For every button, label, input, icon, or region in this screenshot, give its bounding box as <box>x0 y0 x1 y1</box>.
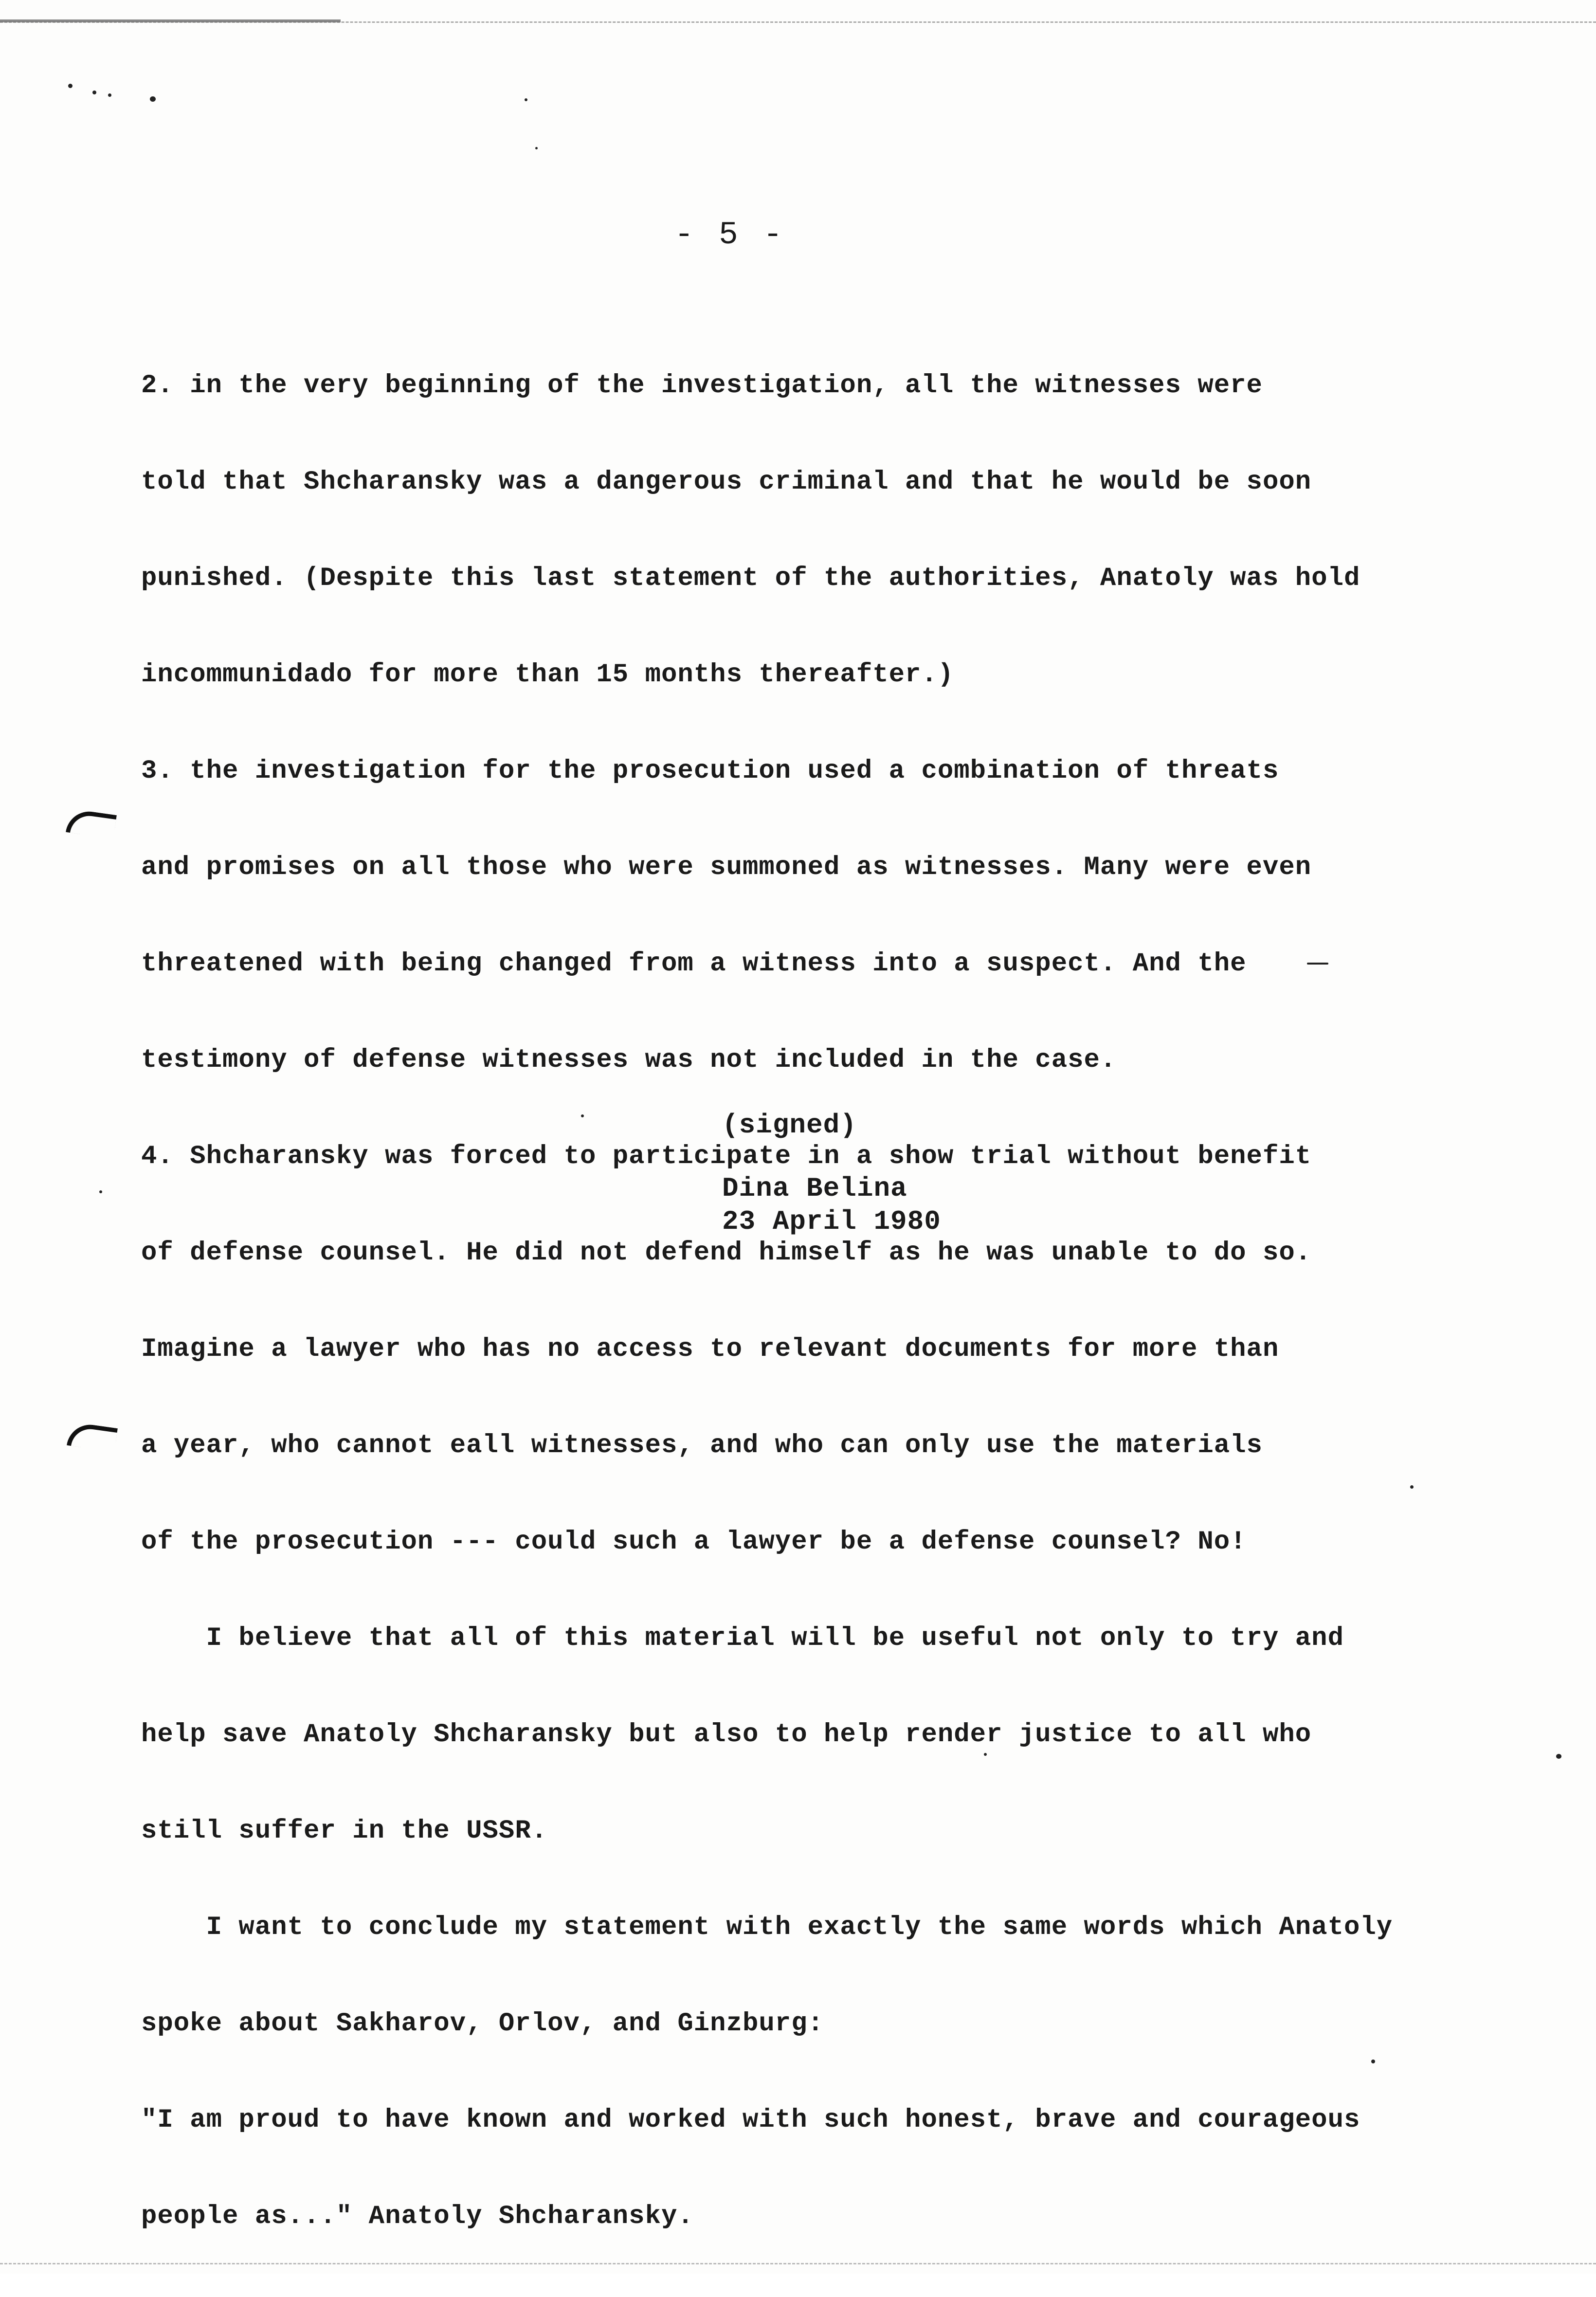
text-line: spoke about Sakharov, Orlov, and Ginzburg: <box>141 2009 824 2039</box>
speck-dot <box>1556 1754 1561 1759</box>
speck-dot <box>99 1190 102 1193</box>
text-line: and promises on all those who were summoned as witnesses. Many were even <box>141 853 1312 882</box>
signature-date: 23 April 1980 <box>722 1206 941 1237</box>
binder-hole-mark <box>67 1422 118 1452</box>
text-line: threatened with being changed from a witness into a suspect. And the <box>141 949 1247 979</box>
text-line: of defense counsel. He did not defend himself as he was unable to do so. <box>141 1238 1312 1268</box>
text-line: still suffer in the USSR. <box>141 1816 548 1846</box>
page-number: - 5 - <box>674 217 786 253</box>
text-line: told that Shcharansky was a dangerous criminal and that he would be soon <box>141 467 1312 497</box>
body-text <box>141 306 1494 2297</box>
text-line: I want to conclude my statement with exactly the same words which Anatoly <box>141 1913 1393 1942</box>
speck-dot <box>108 93 111 97</box>
speck-dot <box>535 147 538 149</box>
text-line: testimony of defense witnesses was not included in the case. <box>141 1045 1117 1075</box>
text-line: punished. (Despite this last statement of the authorities, Anatoly was hold <box>141 564 1360 593</box>
text-line: 3. the investigation for the prosecution used a combination of threats <box>141 756 1279 786</box>
text-line: 4. Shcharansky was forced to participate in a show trial without benefit <box>141 1142 1312 1171</box>
text-line: I believe that all of this material will be useful not only to try and <box>141 1623 1344 1653</box>
text-line: of the prosecution --- could such a lawyer be a defense counsel? No! <box>141 1527 1247 1557</box>
text-line: "I am proud to have known and worked with such honest, brave and courageous <box>141 2105 1360 2135</box>
text-line: 2. in the very beginning of the investigation, all the witnesses were <box>141 371 1263 401</box>
signature-block <box>722 1109 941 1238</box>
scan-edge-top <box>0 21 1596 23</box>
binder-hole-mark <box>66 808 117 839</box>
text-line: incommunidado for more than 15 months thereafter.) <box>141 660 954 690</box>
text-line: a year, who cannot eall witnesses, and who can only use the materials <box>141 1431 1263 1460</box>
speck-dot <box>525 98 527 101</box>
speck-dot <box>150 96 156 102</box>
text-line: people as..." Anatoly Shcharansky. <box>141 2202 694 2231</box>
text-line: help save Anatoly Shcharansky but also to help render justice to all who <box>141 1720 1312 1750</box>
speck-dot <box>92 91 96 94</box>
text-line: Imagine a lawyer who has no access to relevant documents for more than <box>141 1334 1279 1364</box>
signer-name: Dina Belina <box>722 1173 907 1204</box>
speck-dot <box>68 84 73 88</box>
signed-label: (signed) <box>722 1110 857 1141</box>
